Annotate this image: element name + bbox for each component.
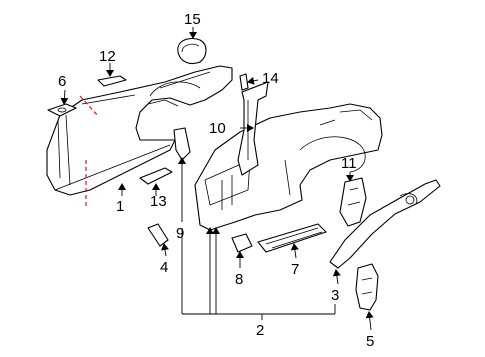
rocker-panel-part-7 — [258, 224, 326, 252]
callout-4: 4 — [160, 259, 169, 276]
callout-11: 11 — [341, 155, 357, 172]
callout-5: 5 — [366, 333, 375, 350]
callout-7: 7 — [291, 261, 300, 278]
callout-8: 8 — [235, 271, 244, 288]
callout-12: 12 — [99, 48, 116, 65]
block-part-8 — [232, 234, 252, 252]
callout-6: 6 — [58, 73, 67, 90]
bracket-part-4 — [148, 224, 168, 246]
lower-bracket-part-5 — [356, 264, 378, 310]
callout-3: 3 — [331, 287, 340, 304]
callout-9: 9 — [176, 225, 185, 242]
callout-1: 1 — [116, 198, 125, 215]
callout-15: 15 — [184, 11, 201, 28]
callout-2: 2 — [256, 322, 265, 339]
fuel-door-part-15 — [178, 39, 206, 64]
callout-13: 13 — [150, 193, 167, 210]
reinforcement-part-11 — [340, 178, 366, 226]
callout-14: 14 — [262, 70, 279, 87]
rocker-extension-part-13 — [140, 168, 172, 184]
pillar-cap-part-14 — [240, 74, 248, 90]
bracket-part-12 — [98, 76, 126, 86]
callout-10: 10 — [209, 120, 226, 137]
pillar-reinforcement-part-9 — [174, 128, 190, 160]
